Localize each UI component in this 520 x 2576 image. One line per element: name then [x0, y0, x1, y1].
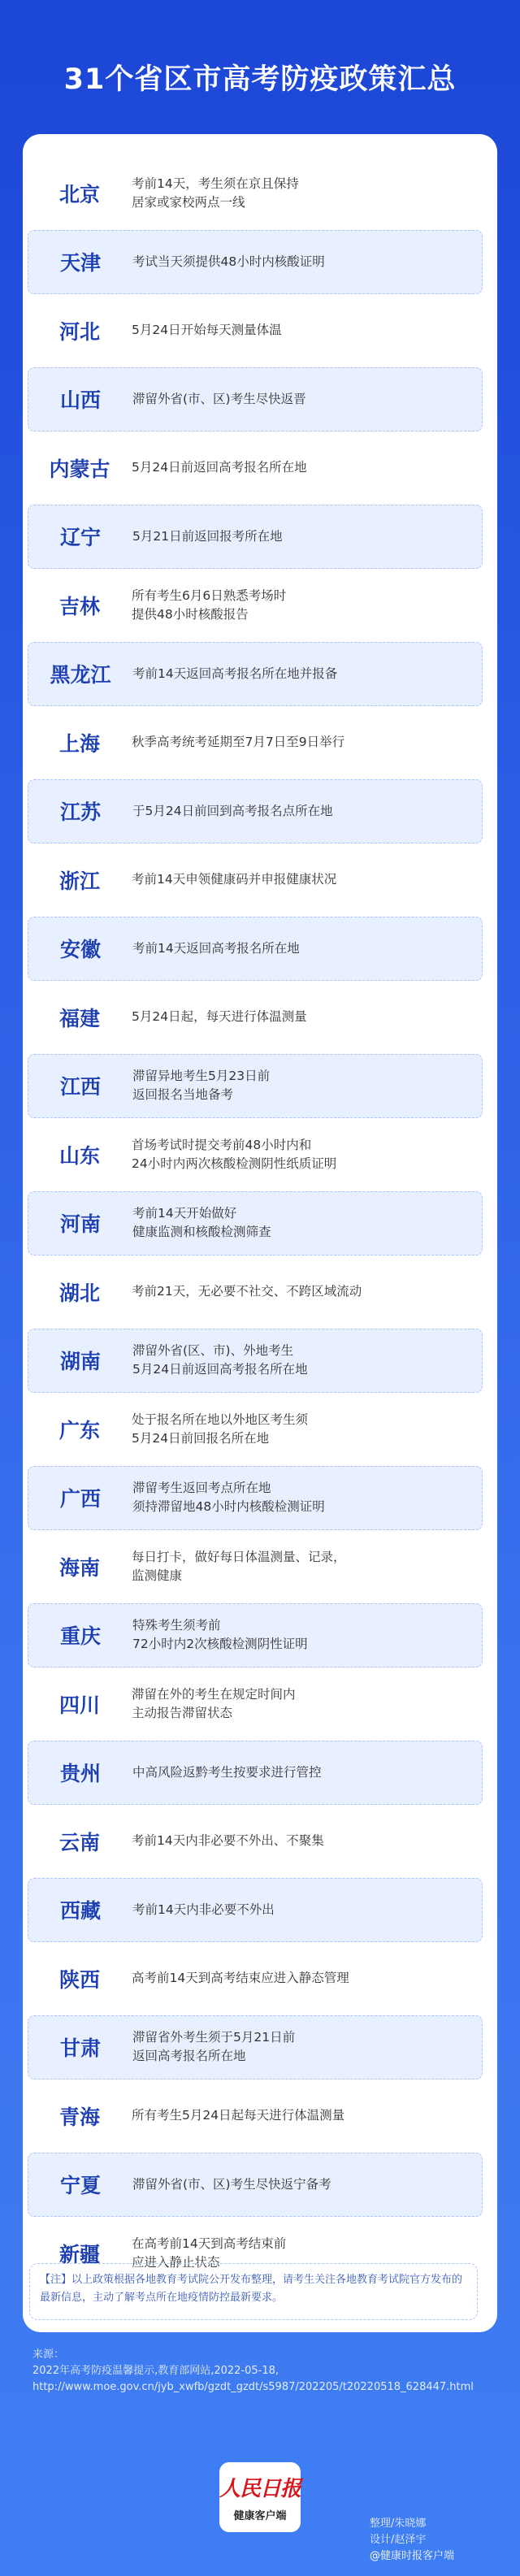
province-name: 山西: [59, 388, 101, 412]
policy-row: [28, 1946, 483, 2010]
province-name: 陕西: [58, 1967, 100, 1992]
province-name: 黑龙江: [50, 663, 111, 687]
policy-row: [28, 436, 483, 500]
policy-text: 所有考生6月6日熟悉考场时 提供48小时核酸报告: [132, 588, 287, 622]
province-name: 内蒙古: [49, 457, 110, 481]
province-name: 广西: [59, 1487, 101, 1511]
policy-row: [28, 1260, 483, 1324]
province-name: 广东: [58, 1418, 100, 1442]
province-name: 山东: [58, 1143, 100, 1168]
policy-row: [28, 2084, 483, 2148]
policy-card: [23, 134, 497, 2332]
policy-text: 考试当天须提供48小时内核酸证明: [132, 254, 325, 269]
source-section: [32, 2347, 496, 2396]
policy-text: 首场考试时提交考前48小时内和 24小时内两次核酸检测阴性纸质证明: [132, 1137, 337, 1171]
page-title: 31个省区市高考防疫政策汇总: [63, 63, 457, 96]
policy-row: [28, 1741, 483, 1805]
policy-row: [28, 573, 483, 637]
logo-mark: 人民日报: [219, 2477, 301, 2501]
policy-row: [28, 917, 483, 981]
province-name: 河北: [58, 319, 100, 344]
province-name: 湖南: [59, 1350, 101, 1373]
province-name: 甘肃: [59, 2036, 101, 2060]
province-name: 上海: [58, 731, 100, 756]
policy-text: 考前21天，无必要不社交、不跨区域流动: [132, 1284, 362, 1299]
policy-row: [28, 2153, 483, 2217]
watermark-handle: @健康时报客户端: [370, 2550, 455, 2562]
source-line: 2022年高考防疫温馨提示,教育部网站,2022-05-18,: [32, 2365, 280, 2377]
policy-row: [28, 298, 483, 362]
province-name: 吉林: [58, 594, 100, 618]
policy-text: 秋季高考统考延期至7月7日至9日举行: [132, 735, 345, 749]
policy-text: 滞留外省(市、区)考生尽快返宁备考: [132, 2176, 332, 2192]
policy-text: 滞留省外考生须于5月21日前 返回高考报名所在地: [132, 2030, 296, 2063]
province-name: 宁夏: [59, 2174, 101, 2197]
policy-text: 滞留异地考生5月23日前 返回报名当地备考: [132, 1069, 271, 1102]
policy-row: [28, 1603, 483, 1667]
policy-text: 考前14天，考生须在京且保持 居家或家校两点一线: [132, 176, 299, 210]
policy-row: [28, 161, 483, 225]
policy-text: 特殊考生须考前 72小时内2次核酸检测阴性证明: [132, 1618, 308, 1651]
policy-text: 滞留外省(市、区)考生尽快返晋: [132, 391, 306, 406]
province-name: 河南: [59, 1212, 101, 1236]
designer-credit: 设计/赵泽宇: [370, 2534, 427, 2546]
policy-row: [28, 1329, 483, 1393]
editor-credit: 整理/朱晓娜: [370, 2517, 427, 2530]
policy-text: 考前14天返回高考报名所在地: [132, 940, 300, 956]
province-name: 重庆: [59, 1624, 101, 1648]
province-name: 西藏: [59, 1899, 101, 1923]
policy-text: 每日打卡，做好每日体温测量、记录， 监测健康: [132, 1549, 346, 1583]
policy-row: [28, 1191, 483, 1255]
policy-text: 在高考前14天到高考结束前 应进入静止状态: [132, 2236, 287, 2270]
policy-row: [28, 230, 483, 294]
policy-text: 于5月24日前回到高考报名点所在地: [132, 803, 333, 818]
policy-text: 考前14天内非必要不外出、不聚集: [132, 1833, 324, 1848]
policy-text: 考前14天开始做好 健康监测和核酸检测筛查: [132, 1206, 271, 1239]
policy-row: [28, 779, 483, 843]
logo-subtitle: 健康客户端: [233, 2510, 287, 2522]
policy-text: 滞留在外的考生在规定时间内 主动报告滞留状态: [132, 1686, 296, 1720]
policy-text: 滞留考生返回考点所在地 须持滞留地48小时内核酸检测证明: [132, 1481, 325, 1514]
policy-row: [28, 985, 483, 1049]
policy-row: [28, 1397, 483, 1461]
source-label: 来源：: [32, 2348, 65, 2361]
policy-text: 考前14天返回高考报名所在地并报备: [132, 666, 338, 681]
province-name: 湖北: [58, 1281, 100, 1305]
policy-row: [28, 1122, 483, 1186]
policy-text: 滞留外省(区、市)、外地考生 5月24日前返回高考报名所在地: [132, 1343, 308, 1377]
policy-text: 5月21日前返回报考所在地: [132, 528, 283, 544]
logo: [219, 2462, 301, 2532]
policy-row: [28, 642, 483, 706]
province-name: 江苏: [59, 800, 101, 824]
province-name: 云南: [58, 1830, 100, 1854]
policy-text: 5月24日前返回高考报名所在地: [132, 460, 307, 475]
policy-row: [28, 505, 483, 569]
province-name: 北京: [58, 182, 100, 206]
policy-text: 5月24日起，每天进行体温测量: [132, 1009, 307, 1024]
province-name: 江西: [59, 1075, 101, 1099]
source-url[interactable]: http://www.moe.gov.cn/jyb_xwfb/gzdt_gzdt/s5987/202205/t20220518_628447.html: [32, 2381, 474, 2393]
policy-row: [28, 2015, 483, 2079]
policy-text: 高考前14天到高考结束应进入静态管理: [132, 1971, 349, 1985]
policy-text: 处于报名所在地以外地区考生须 5月24日前回报名所在地: [132, 1412, 309, 1446]
policy-row: [28, 1878, 483, 1942]
note-box: 【注】以上政策根据各地教育考试院公开发布整理，请考生关注各地教育考试院官方发布的最新信息，主动了解考点所在地疫情防控最新要求。: [29, 2263, 478, 2320]
province-name: 海南: [58, 1555, 100, 1580]
policy-row: [28, 710, 483, 774]
policy-text: 中高风险返黔考生按要求进行管控: [132, 1764, 322, 1780]
province-name: 贵州: [59, 1762, 101, 1785]
policy-text: 考前14天内非必要不外出: [132, 1902, 275, 1917]
policy-row: [28, 1054, 483, 1118]
policy-row: [28, 1672, 483, 1736]
province-name: 福建: [58, 1006, 100, 1030]
credits: [370, 2516, 454, 2565]
policy-row: [28, 1466, 483, 1530]
policy-row: [28, 367, 483, 432]
province-name: 四川: [58, 1693, 100, 1717]
province-name: 安徽: [59, 938, 101, 961]
province-name: 天津: [59, 251, 101, 275]
policy-row: [28, 1809, 483, 1873]
policy-text: 5月24日开始每天测量体温: [132, 323, 282, 337]
province-name: 辽宁: [59, 526, 101, 549]
province-name: 新疆: [58, 2242, 100, 2266]
policy-text: 所有考生5月24日起每天进行体温测量: [132, 2108, 345, 2123]
province-name: 浙江: [58, 869, 100, 893]
province-name: 青海: [58, 2105, 100, 2129]
policy-text: 考前14天申领健康码并申报健康状况: [132, 872, 337, 887]
policy-row: [28, 848, 483, 912]
policy-row: [28, 1534, 483, 1598]
